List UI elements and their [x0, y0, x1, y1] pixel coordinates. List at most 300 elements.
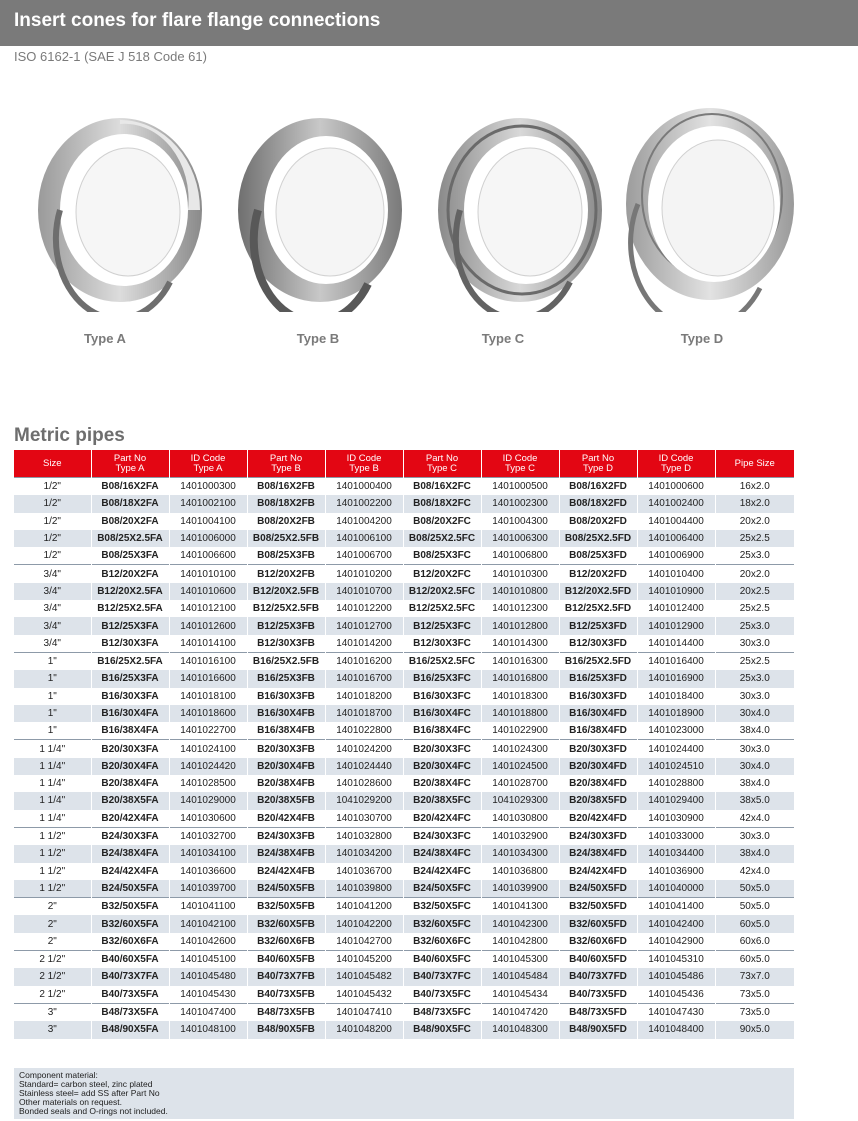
table-cell: 20x2.0: [715, 513, 794, 530]
table-cell: 1/2": [14, 495, 91, 512]
table-cell: 1401006000: [169, 530, 247, 547]
table-cell: 1401018900: [637, 705, 715, 722]
table-row: [14, 495, 794, 512]
table-cell: 1401032700: [169, 827, 247, 845]
table-cell: 1401039700: [169, 880, 247, 898]
table-cell: B16/30X3FD: [559, 688, 637, 705]
column-header: [559, 450, 637, 478]
table-row: [14, 775, 794, 792]
column-header-line: Type B: [349, 462, 379, 474]
table-cell: B40/60X5FA: [91, 951, 169, 969]
table-cell: 30x3.0: [715, 688, 794, 705]
table-cell: B16/30X4FA: [91, 705, 169, 722]
table-cell: 1": [14, 688, 91, 705]
table-cell: 1401006800: [481, 547, 559, 565]
table-cell: B24/38X4FD: [559, 845, 637, 862]
table-cell: 1401018800: [481, 705, 559, 722]
table-cell: B16/30X4FD: [559, 705, 637, 722]
table-cell: 1401016200: [325, 652, 403, 670]
table-cell: 1401039800: [325, 880, 403, 898]
table-cell: 1401024510: [637, 758, 715, 775]
table-cell: 1401018400: [637, 688, 715, 705]
table-cell: 1401039900: [481, 880, 559, 898]
table-cell: B40/73X7FC: [403, 968, 481, 985]
table-cell: B24/50X5FB: [247, 880, 325, 898]
table-cell: 1": [14, 670, 91, 687]
table-cell: 1401030700: [325, 810, 403, 828]
table-cell: 1401036900: [637, 863, 715, 880]
table-cell: B24/38X4FC: [403, 845, 481, 862]
table-cell: B40/60X5FB: [247, 951, 325, 969]
table-cell: 38x4.0: [715, 722, 794, 740]
table-cell: 1/2": [14, 478, 91, 496]
table-cell: B40/73X5FB: [247, 986, 325, 1004]
table-cell: 1401029000: [169, 792, 247, 809]
table-cell: 1401029400: [637, 792, 715, 809]
type-d-label: Type D: [680, 331, 724, 346]
table-cell: 1401048400: [637, 1021, 715, 1038]
table-cell: 1401036600: [169, 863, 247, 880]
table-cell: 1401048200: [325, 1021, 403, 1038]
table-cell: 1401012200: [325, 600, 403, 617]
table-row: [14, 951, 794, 969]
table-cell: B16/25X2.5FD: [559, 652, 637, 670]
table-cell: 1 1/4": [14, 740, 91, 758]
table-cell: 2": [14, 898, 91, 916]
table-row: [14, 478, 794, 496]
table-cell: 1401045432: [325, 986, 403, 1004]
table-cell: B16/30X3FB: [247, 688, 325, 705]
table-row: [14, 933, 794, 951]
table-cell: B08/16X2FC: [403, 478, 481, 496]
table-cell: B12/20X2FC: [403, 565, 481, 583]
table-cell: 1401024400: [637, 740, 715, 758]
table-cell: 1401010700: [325, 583, 403, 600]
table-row: [14, 1003, 794, 1021]
table-cell: 3/4": [14, 583, 91, 600]
table-cell: B24/42X4FB: [247, 863, 325, 880]
table-cell: 90x5.0: [715, 1021, 794, 1038]
table-cell: B20/42X4FD: [559, 810, 637, 828]
table-cell: B08/20X2FC: [403, 513, 481, 530]
table-cell: 1": [14, 705, 91, 722]
table-cell: 1401014100: [169, 635, 247, 653]
table-cell: 25x2.5: [715, 600, 794, 617]
table-cell: 1 1/4": [14, 758, 91, 775]
table-cell: B48/73X5FB: [247, 1003, 325, 1021]
insert-cone-type-c-image: [420, 92, 620, 312]
table-cell: B24/38X4FA: [91, 845, 169, 862]
table-cell: 1401047430: [637, 1003, 715, 1021]
table-cell: B12/25X3FD: [559, 617, 637, 634]
table-cell: 2": [14, 933, 91, 951]
table-cell: B20/38X4FC: [403, 775, 481, 792]
table-row: [14, 827, 794, 845]
column-header-line: ID Code: [346, 452, 382, 464]
footnote-line: Other materials on request.: [19, 1097, 122, 1107]
column-header: [169, 450, 247, 478]
table-cell: 30x3.0: [715, 827, 794, 845]
table-cell: 25x3.0: [715, 547, 794, 565]
table-cell: B16/30X3FC: [403, 688, 481, 705]
table-row: [14, 722, 794, 740]
table-cell: B24/42X4FA: [91, 863, 169, 880]
table-cell: B32/50X5FA: [91, 898, 169, 916]
table-cell: 1401000400: [325, 478, 403, 496]
table-cell: 20x2.5: [715, 583, 794, 600]
table-cell: 1 1/2": [14, 845, 91, 862]
table-row: [14, 583, 794, 600]
table-cell: B16/30X3FA: [91, 688, 169, 705]
table-cell: 1401042800: [481, 933, 559, 951]
table-cell: 25x3.0: [715, 670, 794, 687]
table-cell: 1401012300: [481, 600, 559, 617]
table-cell: 1401010200: [325, 565, 403, 583]
table-cell: 1401010600: [169, 583, 247, 600]
column-header-line: Part No: [269, 452, 303, 464]
column-header-line: Type A: [115, 462, 145, 474]
table-cell: 1401016300: [481, 652, 559, 670]
type-b-label: Type B: [296, 331, 340, 346]
table-row: [14, 863, 794, 880]
table-cell: B32/50X5FB: [247, 898, 325, 916]
table-cell: B20/30X3FA: [91, 740, 169, 758]
column-header: [715, 450, 794, 478]
table-cell: 1401024440: [325, 758, 403, 775]
table-cell: 1401047420: [481, 1003, 559, 1021]
column-header-line: Type B: [271, 462, 301, 474]
table-row: [14, 758, 794, 775]
table-cell: 1401045434: [481, 986, 559, 1004]
table-cell: 30x3.0: [715, 740, 794, 758]
table-cell: 1401012100: [169, 600, 247, 617]
table-cell: 1401016700: [325, 670, 403, 687]
table-cell: 1401018700: [325, 705, 403, 722]
table-cell: B08/18X2FB: [247, 495, 325, 512]
table-cell: 1401040000: [637, 880, 715, 898]
table-row: [14, 915, 794, 932]
column-header-line: ID Code: [502, 452, 538, 464]
table-cell: 16x2.0: [715, 478, 794, 496]
table-cell: 1401034200: [325, 845, 403, 862]
table-cell: 1401014400: [637, 635, 715, 653]
table-cell: 38x5.0: [715, 792, 794, 809]
footnote-line: Component material:: [19, 1070, 98, 1080]
table-row: [14, 810, 794, 828]
table-cell: B32/60X5FB: [247, 915, 325, 932]
table-cell: B32/50X5FD: [559, 898, 637, 916]
table-cell: 1401048100: [169, 1021, 247, 1038]
table-cell: 1401023000: [637, 722, 715, 740]
table-cell: B32/60X6FD: [559, 933, 637, 951]
column-header: [14, 450, 91, 478]
table-cell: B32/60X6FA: [91, 933, 169, 951]
table-cell: 1401010300: [481, 565, 559, 583]
table-row: [14, 968, 794, 985]
table-cell: 1401006400: [637, 530, 715, 547]
column-header-line: Type D: [660, 462, 692, 474]
table-row: [14, 530, 794, 547]
table-row: [14, 986, 794, 1004]
table-cell: B48/73X5FA: [91, 1003, 169, 1021]
table-cell: 1401004300: [481, 513, 559, 530]
table-cell: 1401004200: [325, 513, 403, 530]
table-cell: 1401048300: [481, 1021, 559, 1038]
table-cell: B40/73X7FB: [247, 968, 325, 985]
table-row: [14, 513, 794, 530]
table-cell: 38x4.0: [715, 775, 794, 792]
table-cell: B20/38X4FB: [247, 775, 325, 792]
table-cell: 1401030600: [169, 810, 247, 828]
table-row: [14, 792, 794, 809]
column-header: [481, 450, 559, 478]
table-cell: B20/30X4FA: [91, 758, 169, 775]
table-cell: B48/90X5FB: [247, 1021, 325, 1038]
table-row: [14, 1021, 794, 1038]
table-cell: B32/60X6FB: [247, 933, 325, 951]
table-cell: 3": [14, 1021, 91, 1038]
table-cell: B24/50X5FD: [559, 880, 637, 898]
table-cell: B08/25X3FB: [247, 547, 325, 565]
table-cell: B08/20X2FB: [247, 513, 325, 530]
table-cell: B08/16X2FA: [91, 478, 169, 496]
table-cell: 1401036800: [481, 863, 559, 880]
table-cell: 1401022900: [481, 722, 559, 740]
table-cell: 42x4.0: [715, 863, 794, 880]
table-cell: B40/60X5FD: [559, 951, 637, 969]
table-cell: B32/60X5FD: [559, 915, 637, 932]
table-cell: B20/30X3FC: [403, 740, 481, 758]
table-cell: B12/25X3FA: [91, 617, 169, 634]
table-cell: B16/25X3FC: [403, 670, 481, 687]
column-header-line: ID Code: [190, 452, 226, 464]
table-cell: B48/90X5FC: [403, 1021, 481, 1038]
table-cell: 1401034100: [169, 845, 247, 862]
column-header: [403, 450, 481, 478]
table-cell: 30x3.0: [715, 635, 794, 653]
table-cell: 1401028600: [325, 775, 403, 792]
table-cell: 1401042200: [325, 915, 403, 932]
table-cell: 25x2.5: [715, 530, 794, 547]
column-header: [325, 450, 403, 478]
table-cell: 1041029300: [481, 792, 559, 809]
table-cell: 1401045436: [637, 986, 715, 1004]
table-cell: B20/30X4FB: [247, 758, 325, 775]
table-cell: 1401016100: [169, 652, 247, 670]
table-cell: B48/73X5FC: [403, 1003, 481, 1021]
table-row: [14, 547, 794, 565]
table-cell: B20/42X4FB: [247, 810, 325, 828]
table-cell: B08/16X2FB: [247, 478, 325, 496]
table-cell: 1401041200: [325, 898, 403, 916]
table-cell: 1401002200: [325, 495, 403, 512]
table-cell: B40/73X5FD: [559, 986, 637, 1004]
column-header-line: Part No: [113, 452, 147, 464]
table-cell: 30x4.0: [715, 758, 794, 775]
table-cell: 1401014300: [481, 635, 559, 653]
table-cell: 1401016800: [481, 670, 559, 687]
table-cell: B20/38X4FA: [91, 775, 169, 792]
table-cell: 1401006300: [481, 530, 559, 547]
table-cell: B08/25X2.5FD: [559, 530, 637, 547]
column-header: [91, 450, 169, 478]
table-cell: B32/60X5FA: [91, 915, 169, 932]
table-cell: 1401042900: [637, 933, 715, 951]
table-cell: 1401006600: [169, 547, 247, 565]
column-header: [247, 450, 325, 478]
table-cell: 1401018100: [169, 688, 247, 705]
table-cell: 1401045486: [637, 968, 715, 985]
table-cell: 3/4": [14, 600, 91, 617]
table-cell: B16/25X3FB: [247, 670, 325, 687]
column-header-line: Type D: [582, 462, 614, 474]
table-cell: B08/18X2FD: [559, 495, 637, 512]
table-cell: 1401018200: [325, 688, 403, 705]
table-cell: 1401041300: [481, 898, 559, 916]
table-cell: 1 1/2": [14, 880, 91, 898]
table-cell: 73x7.0: [715, 968, 794, 985]
table-cell: 1401041100: [169, 898, 247, 916]
table-cell: 1401042300: [481, 915, 559, 932]
table-cell: 1401022800: [325, 722, 403, 740]
table-row: [14, 635, 794, 653]
table-cell: B24/42X4FC: [403, 863, 481, 880]
table-cell: 1401002400: [637, 495, 715, 512]
table-cell: 30x4.0: [715, 705, 794, 722]
table-header-row: [14, 450, 794, 478]
table-cell: 1401042600: [169, 933, 247, 951]
table-cell: 1401045430: [169, 986, 247, 1004]
table-cell: 60x6.0: [715, 933, 794, 951]
section-title: Metric pipes: [14, 425, 125, 446]
table-cell: 1401014200: [325, 635, 403, 653]
table-cell: B20/30X3FD: [559, 740, 637, 758]
table-row: [14, 565, 794, 583]
table-cell: B08/20X2FD: [559, 513, 637, 530]
column-header-line: ID Code: [658, 452, 694, 464]
type-a-label: Type A: [84, 331, 126, 346]
table-cell: B12/20X2.5FC: [403, 583, 481, 600]
table-cell: 60x5.0: [715, 915, 794, 932]
table-cell: B20/38X5FB: [247, 792, 325, 809]
table-cell: B08/25X2.5FC: [403, 530, 481, 547]
insert-cone-type-d-image: [610, 92, 810, 312]
table-cell: B40/73X5FA: [91, 986, 169, 1004]
table-cell: 1": [14, 722, 91, 740]
table-cell: 1 1/4": [14, 775, 91, 792]
table-cell: B16/30X4FC: [403, 705, 481, 722]
table-cell: 1401016600: [169, 670, 247, 687]
table-cell: B12/25X3FB: [247, 617, 325, 634]
table-cell: 1401024100: [169, 740, 247, 758]
table-cell: 1401042700: [325, 933, 403, 951]
table-cell: B16/25X2.5FB: [247, 652, 325, 670]
table-cell: 1401045200: [325, 951, 403, 969]
table-cell: B16/25X2.5FA: [91, 652, 169, 670]
table-cell: 25x2.5: [715, 652, 794, 670]
table-cell: B16/38X4FB: [247, 722, 325, 740]
table-cell: 1401042400: [637, 915, 715, 932]
column-header-line: Type A: [193, 462, 223, 474]
table-cell: B12/20X2FB: [247, 565, 325, 583]
table-cell: 1401024420: [169, 758, 247, 775]
table-cell: 1401000500: [481, 478, 559, 496]
table-cell: 1401047410: [325, 1003, 403, 1021]
table-cell: 1401045310: [637, 951, 715, 969]
table-cell: 2 1/2": [14, 986, 91, 1004]
table-cell: 1401010800: [481, 583, 559, 600]
table-cell: 1 1/2": [14, 863, 91, 880]
table-cell: 1401000600: [637, 478, 715, 496]
table-cell: 1401006700: [325, 547, 403, 565]
table-cell: B24/30X3FA: [91, 827, 169, 845]
table-cell: B12/20X2.5FB: [247, 583, 325, 600]
table-cell: 1401004400: [637, 513, 715, 530]
table-cell: 1401004100: [169, 513, 247, 530]
table-cell: 1041029200: [325, 792, 403, 809]
table-cell: B16/38X4FA: [91, 722, 169, 740]
table-cell: B08/18X2FA: [91, 495, 169, 512]
table-cell: 1401012800: [481, 617, 559, 634]
table-cell: B12/30X3FB: [247, 635, 325, 653]
table-cell: 60x5.0: [715, 951, 794, 969]
table-cell: B20/38X5FD: [559, 792, 637, 809]
table-cell: B12/30X3FC: [403, 635, 481, 653]
table-cell: B24/30X3FB: [247, 827, 325, 845]
table-cell: 1401028700: [481, 775, 559, 792]
table-cell: B16/25X3FD: [559, 670, 637, 687]
table-cell: 1401028500: [169, 775, 247, 792]
table-cell: B12/20X2FD: [559, 565, 637, 583]
table-row: [14, 880, 794, 898]
table-cell: B08/18X2FC: [403, 495, 481, 512]
table-row: [14, 617, 794, 634]
table-cell: 1401012600: [169, 617, 247, 634]
table-cell: 1401016400: [637, 652, 715, 670]
table-cell: B16/25X2.5FC: [403, 652, 481, 670]
footnote-line: Stainless steel= add SS after Part No: [19, 1088, 160, 1098]
table-cell: B20/30X4FD: [559, 758, 637, 775]
table-cell: 1401016900: [637, 670, 715, 687]
table-cell: 1401041400: [637, 898, 715, 916]
column-header-line: Type C: [504, 462, 536, 474]
table-cell: B20/30X4FC: [403, 758, 481, 775]
table-cell: B40/73X7FD: [559, 968, 637, 985]
table-row: [14, 688, 794, 705]
table-cell: 1401030900: [637, 810, 715, 828]
table-cell: B24/30X3FC: [403, 827, 481, 845]
table-cell: 2 1/2": [14, 951, 91, 969]
table-cell: B20/42X4FC: [403, 810, 481, 828]
table-cell: B20/42X4FA: [91, 810, 169, 828]
table-cell: 25x3.0: [715, 617, 794, 634]
table-cell: 1401024500: [481, 758, 559, 775]
table-cell: 1401047400: [169, 1003, 247, 1021]
table-cell: B24/42X4FD: [559, 863, 637, 880]
table-cell: 1401045484: [481, 968, 559, 985]
table-cell: B32/60X5FC: [403, 915, 481, 932]
table-cell: 1401024200: [325, 740, 403, 758]
table-cell: B12/30X3FD: [559, 635, 637, 653]
table-cell: B16/30X4FB: [247, 705, 325, 722]
table-cell: 1401012700: [325, 617, 403, 634]
table-cell: 1401042100: [169, 915, 247, 932]
table-cell: 1 1/4": [14, 792, 91, 809]
table-cell: B32/60X6FC: [403, 933, 481, 951]
table-cell: B16/25X3FA: [91, 670, 169, 687]
column-header: [637, 450, 715, 478]
table-cell: 1401045482: [325, 968, 403, 985]
